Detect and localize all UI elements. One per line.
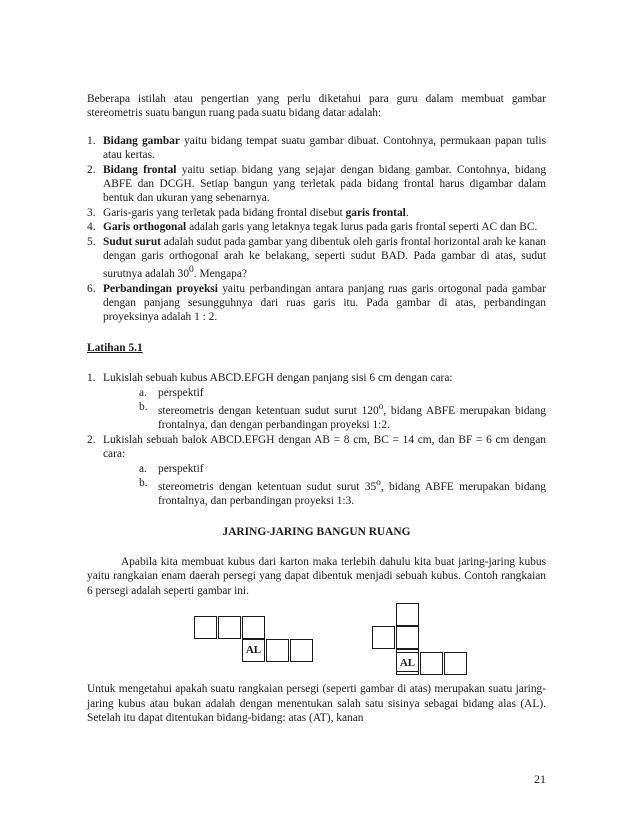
definition-term: Perbandingan proyeksi [103,282,218,295]
definition-text: yaitu perbandingan antara panjang ruas garis ortogonal pada gambar dengan panjang sesungguhnya dari ruas garis itu. Pada gambar di atas, perbandingan proyeksinya adalah 1 : 2. [103,282,546,324]
exercise-subitem [87,462,546,476]
definition-text: adalah garis yang letaknya tegak lurus pada garis frontal seperti AC dan BC. [186,221,538,234]
subitem-text: , bidang ABFE merupakan bidang frontalnya, dan perbandingan proyeksi 1:3. [158,480,546,508]
document-page [87,92,546,725]
item-number: 2. [87,433,96,446]
exercise-item [87,433,546,462]
item-number: 2. [87,163,96,176]
net1-square [218,616,241,639]
closing-paragraph: Untuk mengetahui apakah suatu rangkaian persegi (seperti gambar di atas) merupakan suatu jaring-jaring kubus atau bukan adalah dengan menentukan salah satu sisinya sebagai bidang alas (AL). Setelah itu dapat ditentukan bidang-bidang: atas (AT), kanan [87,683,546,724]
exercise-subitem [87,476,546,509]
exercise-heading: Latihan 5.1 [87,341,143,354]
superscript: o [376,477,381,488]
net1-square [194,616,217,639]
item-number: 3. [87,206,96,219]
item-number: 1. [87,134,96,147]
subitem-letter: b. [139,476,148,489]
definition-term: Bidang gambar [103,134,180,147]
subitem-letter: a. [139,462,147,475]
definition-text: adalah sudut pada gambar yang dibentuk oleh garis frontal horizontal arah ke kanan dengan garis orthogonal arah ke belakang, seperti sudut BAD. Pada gambar di atas, sudut surutnya adalah 30 [103,235,546,281]
net2-square [396,626,419,649]
intro-paragraph: Beberapa istilah atau pengertian yang perlu diketahui para guru dalam membuat gambar stereometris suatu bangun ruang pada suatu bidang datar adalah: [87,93,546,120]
definition-text: . [405,206,409,219]
definition-text: yaitu bidang tempat suatu gambar dibuat. Contohnya, permukaan papan tulis atau kertas. [103,134,547,162]
item-number: 5. [87,235,96,248]
section-paragraph: Apabila kita membuat kubus dari karton maka terlebih dahulu kita buat jaring-jaring kubus yaitu rangkaian enam daerah persegi yang dapat dibentuk menjadi sebuah kubus. Contoh rangkaian 6 persegi adalah seperti gambar ini. [87,555,546,597]
item-number: 6. [87,282,96,295]
exercise-list [87,371,546,385]
definition-list [87,134,546,325]
section-title: JARING-JARING BANGUN RUANG [222,525,411,538]
page-number: 21 [534,772,546,786]
subitem-letter: a. [139,386,147,399]
subitem-text: stereometris dengan ketentuan sudut surut 120 [158,404,379,417]
definition-term: Sudut surut [103,235,161,248]
net2-square [372,626,395,649]
net2-square [396,603,419,626]
subitem-text: perspektif [158,386,204,399]
exercise-list [87,433,546,462]
definition-item [87,134,546,163]
exercise-text: Lukislah sebuah balok ABCD.EFGH dengan AB = 8 cm, BC = 14 cm, dan BF = 6 cm dengan cara: [103,433,546,461]
subitem-text: , bidang ABFE merupakan bidang frontalnya, dan dengan perbandingan proyeksi 1:2. [158,404,546,432]
definition-item [87,235,546,282]
superscript: o [378,402,384,413]
exercise-item [87,371,546,385]
net2-square [444,652,467,675]
definition-term: Bidang frontal [103,163,177,176]
definition-text: Garis-garis yang terletak pada bidang frontal disebut [103,206,346,219]
definition-item [87,282,546,325]
item-number: 1. [87,372,96,385]
superscript: 0 [189,265,194,276]
net1-square [242,616,265,639]
item-number: 4. [87,221,96,234]
subitem-letter: b. [139,401,148,414]
subitem-text: perspektif [158,462,204,475]
subitem-text: stereometris dengan ketentuan sudut surut 35 [158,480,377,493]
definition-term: Garis orthogonal [103,221,187,234]
definition-item [87,206,546,220]
definition-item [87,163,546,206]
net2-square [420,652,443,675]
definition-text: . Mengapa? [193,268,247,281]
exercise-subitem [87,386,546,400]
definition-item [87,220,546,234]
net2-base-square: AL [396,652,419,675]
definition-term: garis frontal [345,206,406,219]
net1-base-square: AL [242,639,265,662]
exercise-text: Lukislah sebuah kubus ABCD.EFGH dengan panjang sisi 6 cm dengan cara: [103,372,453,385]
definition-text: yaitu setiap bidang yang sejajar dengan bidang gambar. Contohnya, bidang ABFE dan DCGH. Setiap bangun yang terletak pada bidang frontal harus digambar dalam bentuk dan ukuran yang sebenarnya. [103,163,547,205]
net1-square [266,639,289,662]
cube-nets-figure [87,598,546,682]
net1-square [290,639,313,662]
exercise-subitem [87,400,546,433]
